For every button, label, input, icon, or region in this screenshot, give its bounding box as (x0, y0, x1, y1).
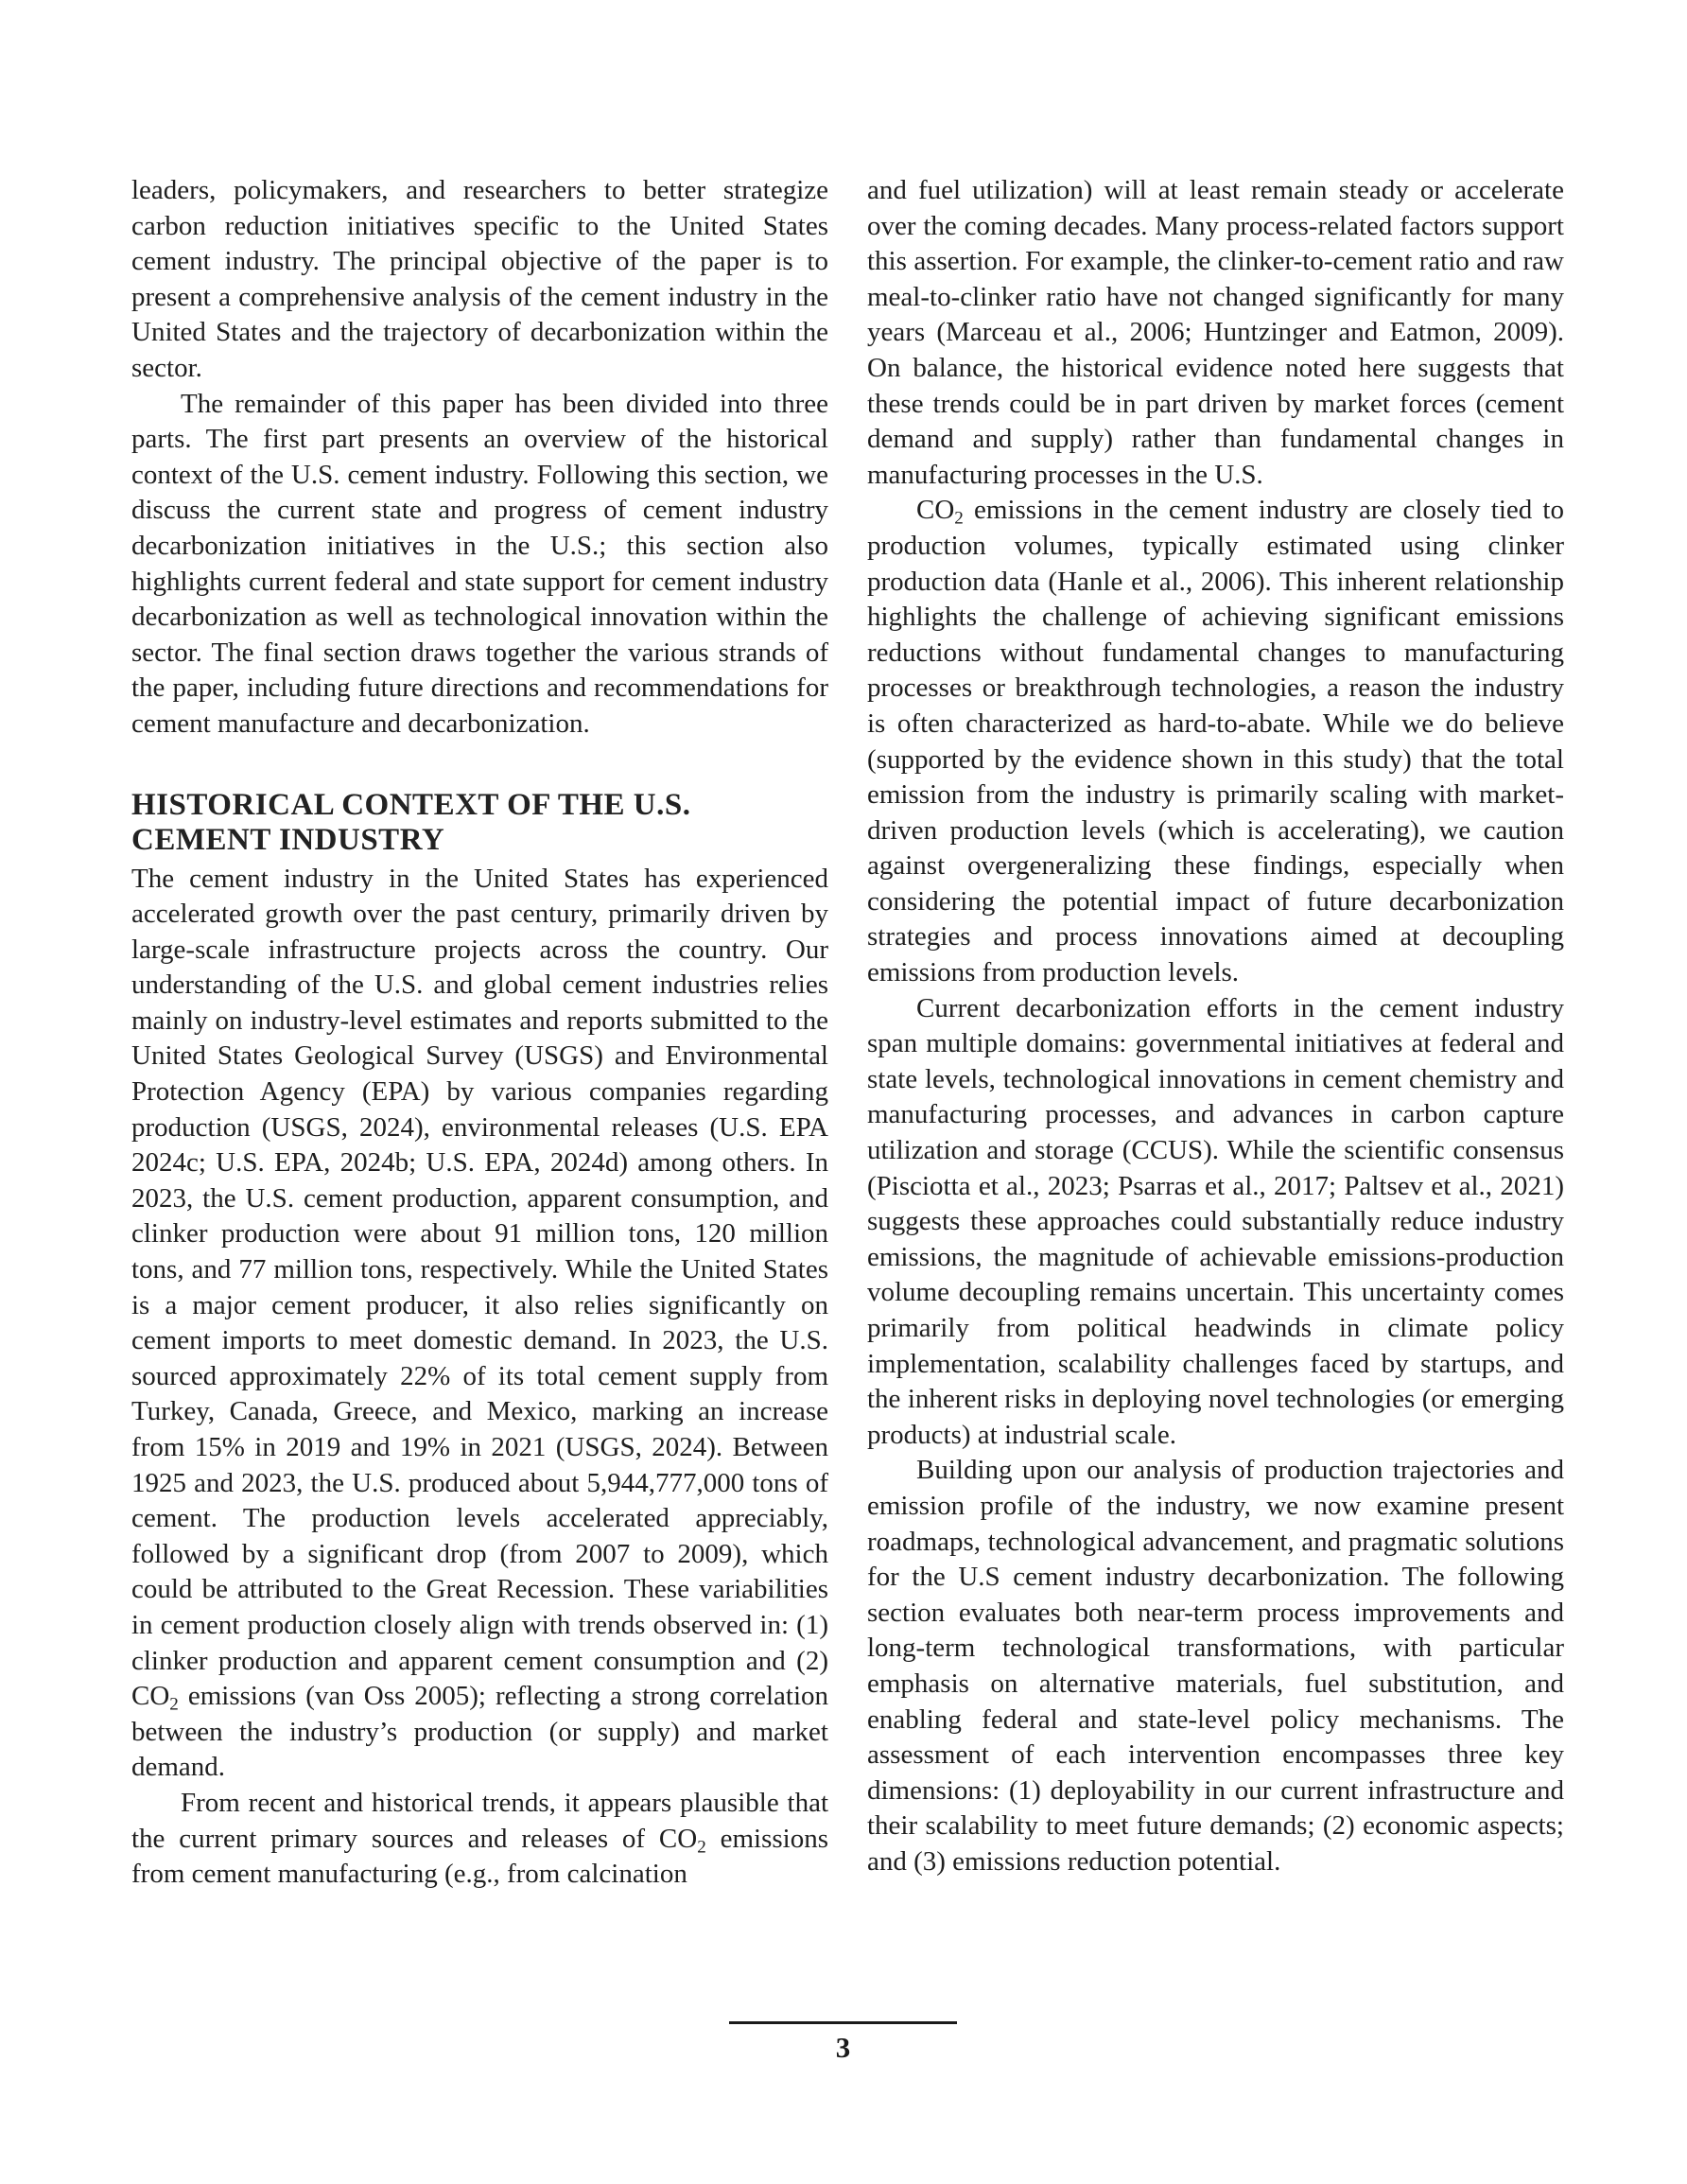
text-run: emissions (van Oss 2005); reflecting a strong correlation between the industry’s production (or supply) and market demand. (131, 1681, 828, 1783)
section-heading (131, 788, 828, 858)
paragraph: and fuel utilization) will at least remain steady or accelerate over the coming decades. Many process-related factors support this assertion. For example, the clinker-to-cement ratio and raw meal-to-clinker ratio have not changed significantly for many years (Marceau et al., 2006; Huntzinger and Eatmon, 2009). On balance, the historical evidence noted here suggests that these trends could be in part driven by market forces (cement demand and supply) rather than fundamental changes in manufacturing processes in the U.S. (867, 175, 1564, 490)
subscript: 2 (697, 1837, 706, 1858)
subscript: 2 (169, 1694, 179, 1715)
text-run: The cement industry in the United States has experienced accelerated growth over the past century, primarily driven by large-scale infrastructure projects across the country. Our understanding of the U.S. and global cement industries relies mainly on industry-level estimates and reports submitted to the United States Geological Survey (USGS) and Environmental Protection Agency (EPA) by various companies regarding production (USGS, 2024), environmental releases (U.S. EPA 2024c; U.S. EPA, 2024b; U.S. EPA, 2024d) among others. In 2023, the U.S. cement production, apparent consumption, and clinker production were about 91 million tons, 120 million tons, and 77 million tons, respectively. While the United States is a major cement producer, it also relies significantly on cement imports to meet domestic demand. In 2023, the U.S. sourced approximately 22% of its total cement supply from Turkey, Canada, Greece, and Mexico, marking an increase from 15% in 2019 and 19% in 2021 (USGS, 2024). Between 1925 and 2023, the U.S. produced about 5,944,777,000 tons of cement. The production levels accelerated appreciably, followed by a significant drop (from 2007 to 2009), which could be attributed to the Great Recession. These variabilities in cement production closely align with trends observed in: (1) clinker production and apparent cement consumption and (2) CO (131, 863, 828, 1712)
paragraph (867, 493, 1564, 990)
footer-rule (729, 2021, 957, 2024)
subscript: 2 (954, 509, 964, 530)
paragraph: Current decarbonization efforts in the cement industry span multiple domains: governmental initiatives at federal and state levels, technological innovations in cement chemistry and manufacturing processes, and advances in carbon capture utilization and storage (CCUS). While the scientific consensus (Pisciotta et al., 2023; Psarras et al., 2017; Paltsev et al., 2021) suggests these approaches could substantially reduce industry emissions, the magnitude of achievable emissions-production volume decoupling remains uncertain. This uncertainty comes primarily from political headwinds in climate policy implementation, scalability challenges faced by startups, and the inherent risks in deploying novel technologies (or emerging products) at industrial scale. (867, 992, 1564, 1450)
left-column (131, 173, 828, 1893)
text-run: From recent and historical trends, it appears plausible that the current primary sources and releases of CO (131, 1787, 828, 1854)
paragraph: Building upon our analysis of production trajectories and emission profile of the industry, we now examine present roadmaps, technological advancement, and pragmatic solutions for the U.S cement industry decarbonization. The following section evaluates both near-term process improvements and long-term technological transformations, with particular emphasis on alternative materials, fuel substitution, and enabling federal and state-level policy mechanisms. The assessment of each intervention encompasses three key dimensions: (1) deployability in our current infrastructure and their scalability to meet future demands; (2) economic aspects; and (3) emissions reduction potential. (867, 1455, 1564, 1877)
text-run: emissions in the cement industry are closely tied to production volumes, typically estimated using clinker production data (Hanle et al., 2006). This inherent relationship highlights the challenge of achieving significant emissions reductions without fundamental changes to manufacturing processes or breakthrough technologies, a reason the industry is often characterized as hard-to-abate. While we do believe (supported by the evidence shown in this study) that the total emission from the industry is primarily scaling with market-driven production levels (which is accelerating), we caution against overgeneralizing these findings, especially when considering the potential impact of future decarbonization strategies and process innovations aimed at decoupling emissions from production levels. (867, 495, 1564, 988)
section-heading-line: HISTORICAL CONTEXT OF THE U.S. (131, 787, 691, 822)
text-run: CO (916, 495, 955, 526)
paragraph (131, 1786, 828, 1893)
right-column (867, 173, 1564, 1880)
paragraph: The remainder of this paper has been divided into three parts. The first part presents an overview of the historical context of the U.S. cement industry. Following this section, we discuss the current state and progress of cement industry decarbonization initiatives in the U.S.; this section also highlights current federal and state support for cement industry decarbonization as well as technological innovation within the sector. The final section draws together the various strands of the paper, including future directions and recommendations for cement manufacture and decarbonization. (131, 388, 828, 739)
page-number: 3 (835, 2031, 851, 2064)
section-heading-line: CEMENT INDUSTRY (131, 822, 445, 857)
paragraph (131, 862, 828, 1786)
text-run: emissions from cement manufacturing (e.g., from calcination (131, 1823, 828, 1890)
paragraph: leaders, policymakers, and researchers to better strategize carbon reduction initiatives specific to the United States cement industry. The principal objective of the paper is to present a comprehensive analysis of the cement industry in the United States and the trajectory of decarbonization within the sector. (131, 175, 828, 383)
